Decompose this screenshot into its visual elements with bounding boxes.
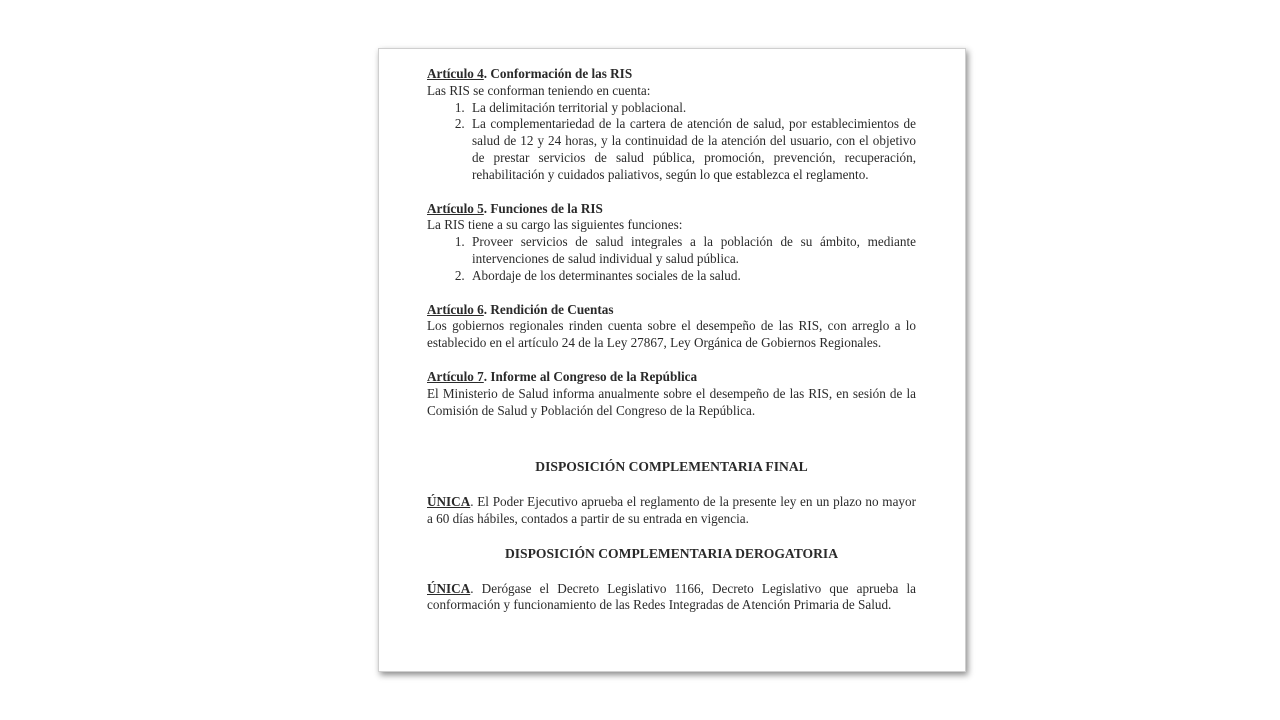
list-item: 1. Proveer servicios de salud integrales a la población de su ámbito, mediante intervenciones de salud individual y salud pública. xyxy=(468,234,916,268)
list-item: 2. La complementariedad de la cartera de atención de salud, por establecimientos de salud de 12 y 24 horas, y la continuidad de la atención del usuario, con el objetivo de prestar servicios de salud pública, promoción, prevención, recuperación, rehabilitación y cuidados paliativos, según lo que establezca el reglamento. xyxy=(468,116,916,183)
provision-label: ÚNICA xyxy=(427,494,471,510)
article-list xyxy=(427,100,916,184)
article-title: . Rendición de Cuentas xyxy=(483,301,614,317)
article-intro: Las RIS se conforman teniendo en cuenta: xyxy=(427,82,651,98)
provision-label: ÚNICA xyxy=(427,580,471,596)
article-heading xyxy=(427,369,916,386)
article-number: Artículo 7 xyxy=(427,368,484,384)
provision-body xyxy=(427,581,916,615)
article-body: El Ministerio de Salud informa anualmente sobre el desempeño de las RIS, en sesión de la Comisión de Salud y Población del Congreso de la República. xyxy=(427,385,916,418)
article-6 xyxy=(427,302,916,352)
article-list xyxy=(427,234,916,284)
article-heading xyxy=(427,302,916,319)
section-heading: DISPOSICIÓN COMPLEMENTARIA DEROGATORIA xyxy=(504,545,839,561)
article-number: Artículo 6 xyxy=(427,301,484,317)
final-provision-section xyxy=(427,459,916,527)
article-number: Artículo 5 xyxy=(427,200,484,216)
provision-text: . Derógase el Decreto Legislativo 1166, Decreto Legislativo que aprueba la conformación y funcionamiento de las Redes Integradas de Atención Primaria de Salud. xyxy=(427,580,916,613)
article-heading xyxy=(427,201,916,218)
article-4 xyxy=(427,66,916,184)
article-number: Artículo 4 xyxy=(427,66,484,81)
article-intro: La RIS tiene a su cargo las siguientes funciones: xyxy=(427,217,683,233)
provision-body xyxy=(427,494,916,528)
article-title: . Conformación de las RIS xyxy=(483,66,633,81)
section-heading: DISPOSICIÓN COMPLEMENTARIA FINAL xyxy=(535,459,808,475)
list-item: 1. La delimitación territorial y poblacional. xyxy=(468,100,916,117)
repeal-provision-section xyxy=(427,546,916,614)
article-title: . Informe al Congreso de la República xyxy=(483,368,698,384)
article-7 xyxy=(427,369,916,419)
article-5 xyxy=(427,201,916,285)
article-body: Los gobiernos regionales rinden cuenta sobre el desempeño de las RIS, con arreglo a lo establecido en el artículo 24 de la Ley 27867, Ley Orgánica de Gobiernos Regionales. xyxy=(427,318,916,351)
document-page xyxy=(378,48,966,672)
provision-text: . El Poder Ejecutivo aprueba el reglamento de la presente ley en un plazo no mayor a 60 días hábiles, contados a partir de su entrada en vigencia. xyxy=(427,494,916,526)
document-content xyxy=(427,66,916,614)
list-item: 2. Abordaje de los determinantes sociales de la salud. xyxy=(468,268,916,285)
article-title: . Funciones de la RIS xyxy=(483,200,603,216)
article-heading xyxy=(427,66,916,83)
